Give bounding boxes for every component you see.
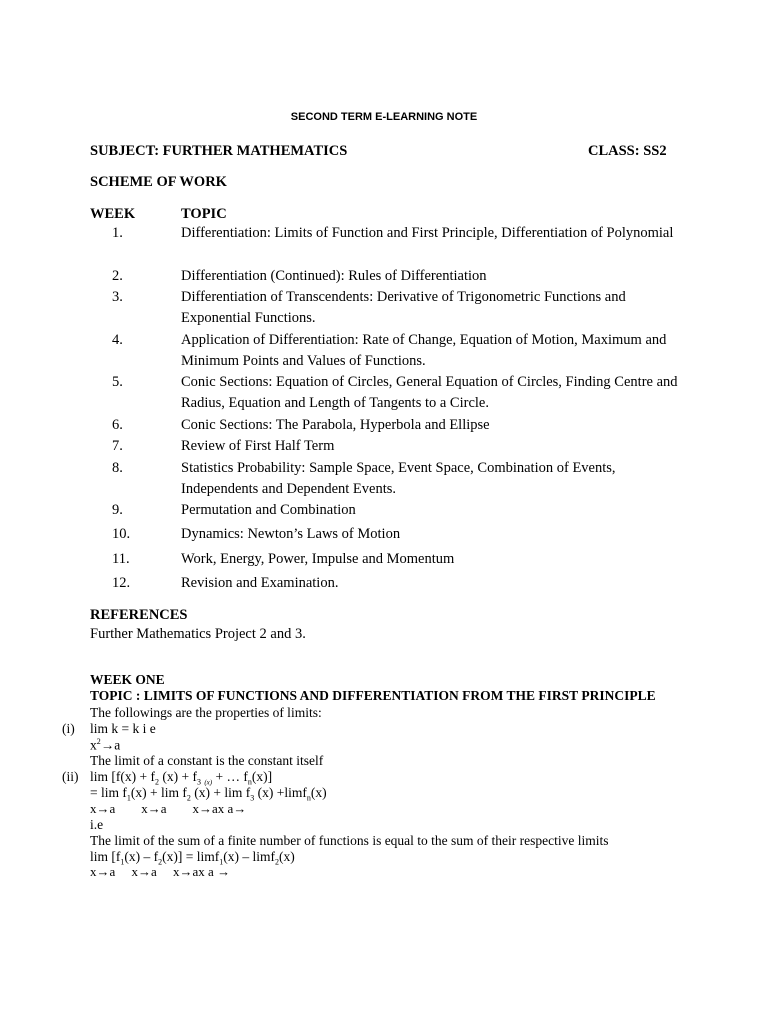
math-text: lim [f [90, 849, 121, 864]
scheme-row-number: 5. [112, 374, 123, 390]
math-subscript: 2 [186, 793, 191, 803]
math-text: →a [100, 737, 121, 753]
constant-note: The limit of a constant is the constant itself [90, 753, 324, 768]
scheme-row-topic: Differentiation (Continued): Rules of Differentiation [181, 268, 487, 284]
scheme-row-number: 7. [112, 438, 123, 454]
scheme-row-number: 10. [112, 526, 131, 542]
class-heading: CLASS: SS2 [588, 143, 667, 159]
scheme-row-topic: Permutation and Combination [181, 502, 356, 518]
math-subscript: n [247, 777, 252, 787]
math-text: + … f [212, 769, 248, 784]
limit-difference-arrows: x→a x→a x→ax a → [90, 864, 231, 879]
limit-constant-arrow [90, 737, 120, 754]
scheme-row-number: 12. [112, 575, 131, 591]
item-label-ii: (ii) [62, 769, 79, 784]
scheme-row-number: 11. [112, 551, 130, 567]
math-text: x [90, 737, 97, 753]
week-one-topic: TOPIC : LIMITS OF FUNCTIONS AND DIFFERENTIATION FROM THE FIRST PRINCIPLE [90, 688, 656, 703]
ie-label: i.e [90, 817, 104, 832]
scheme-row-topic: Dynamics: Newton’s Laws of Motion [181, 526, 401, 542]
scheme-heading: SCHEME OF WORK [90, 174, 227, 190]
math-subscript: 1 [126, 793, 131, 803]
scheme-row-topic: Conic Sections: Equation of Circles, General Equation of Circles, Finding Centre and Radius, Equation and Length of Tangents to a Circle. [181, 374, 678, 411]
subject-heading: SUBJECT: FURTHER MATHEMATICS [90, 143, 348, 159]
references-heading: REFERENCES [90, 607, 188, 623]
math-text: (x) [278, 849, 295, 864]
math-subscript: 2 [274, 857, 279, 867]
limits-intro: The followings are the properties of limits: [90, 705, 322, 720]
math-text: (x) – f [124, 849, 159, 864]
math-text: lim [f(x) + f [90, 769, 155, 784]
item-label-i: (i) [62, 721, 75, 736]
math-superscript: 2 [96, 737, 101, 746]
scheme-row-topic: Differentiation: Limits of Function and First Principle, Differentiation of Polynomial [181, 225, 674, 241]
scheme-row-topic: Conic Sections: The Parabola, Hyperbola and Ellipse [181, 417, 490, 433]
week-one-heading: WEEK ONE [90, 672, 165, 687]
math-subscript: 2 [158, 857, 163, 867]
math-text: (x) + lim f [190, 785, 251, 800]
math-text: (x) +limf [254, 785, 307, 800]
sum-note: The limit of the sum of a finite number of functions is equal to the sum of their respective limits [90, 833, 609, 848]
math-text: (x) + f [158, 769, 197, 784]
scheme-row-number: 8. [112, 460, 123, 476]
scheme-row-number: 3. [112, 289, 123, 305]
math-subscript: 3 [196, 777, 201, 787]
scheme-row-topic: Application of Differentiation: Rate of Change, Equation of Motion, Maximum and Minimum Points and Values of Functions. [181, 332, 667, 369]
math-text: = lim f [90, 785, 127, 800]
scheme-row-number: 6. [112, 417, 123, 433]
scheme-row-topic: Work, Energy, Power, Impulse and Momentum [181, 551, 455, 567]
math-subscript: 3 [250, 793, 255, 803]
math-text: (x)] = limf [162, 849, 220, 864]
math-subscript: n [306, 793, 311, 803]
week-column-header: WEEK [90, 206, 136, 222]
scheme-row-number: 1. [112, 225, 123, 241]
scheme-row-topic: Differentiation of Transcendents: Derivative of Trigonometric Functions and Exponential Functions. [181, 289, 626, 326]
math-subscript: 1 [219, 857, 224, 867]
scheme-row-topic: Revision and Examination. [181, 575, 339, 591]
math-subscript: 1 [120, 857, 125, 867]
scheme-row-number: 2. [112, 268, 123, 284]
math-text: (x) [310, 785, 327, 800]
math-subscript: 2 [154, 777, 159, 787]
scheme-row-number: 9. [112, 502, 123, 518]
references-text: Further Mathematics Project 2 and 3. [90, 626, 306, 642]
scheme-row-number: 4. [112, 332, 123, 348]
limit-arrows: x→a x→a x→ax a→ [90, 801, 247, 816]
document-title: SECOND TERM E-LEARNING NOTE [290, 111, 478, 123]
scheme-row-topic: Statistics Probability: Sample Space, Event Space, Combination of Events, Independents and Dependent Events. [181, 460, 616, 497]
math-text: (x)] [251, 769, 273, 784]
scheme-row-topic: Review of First Half Term [181, 438, 335, 454]
math-text: (x) – limf [223, 849, 275, 864]
math-subscript: (x) [204, 778, 213, 787]
limit-constant-line: lim k = k i e [90, 721, 156, 736]
topic-column-header: TOPIC [181, 206, 227, 222]
math-text: (x) + lim f [130, 785, 187, 800]
